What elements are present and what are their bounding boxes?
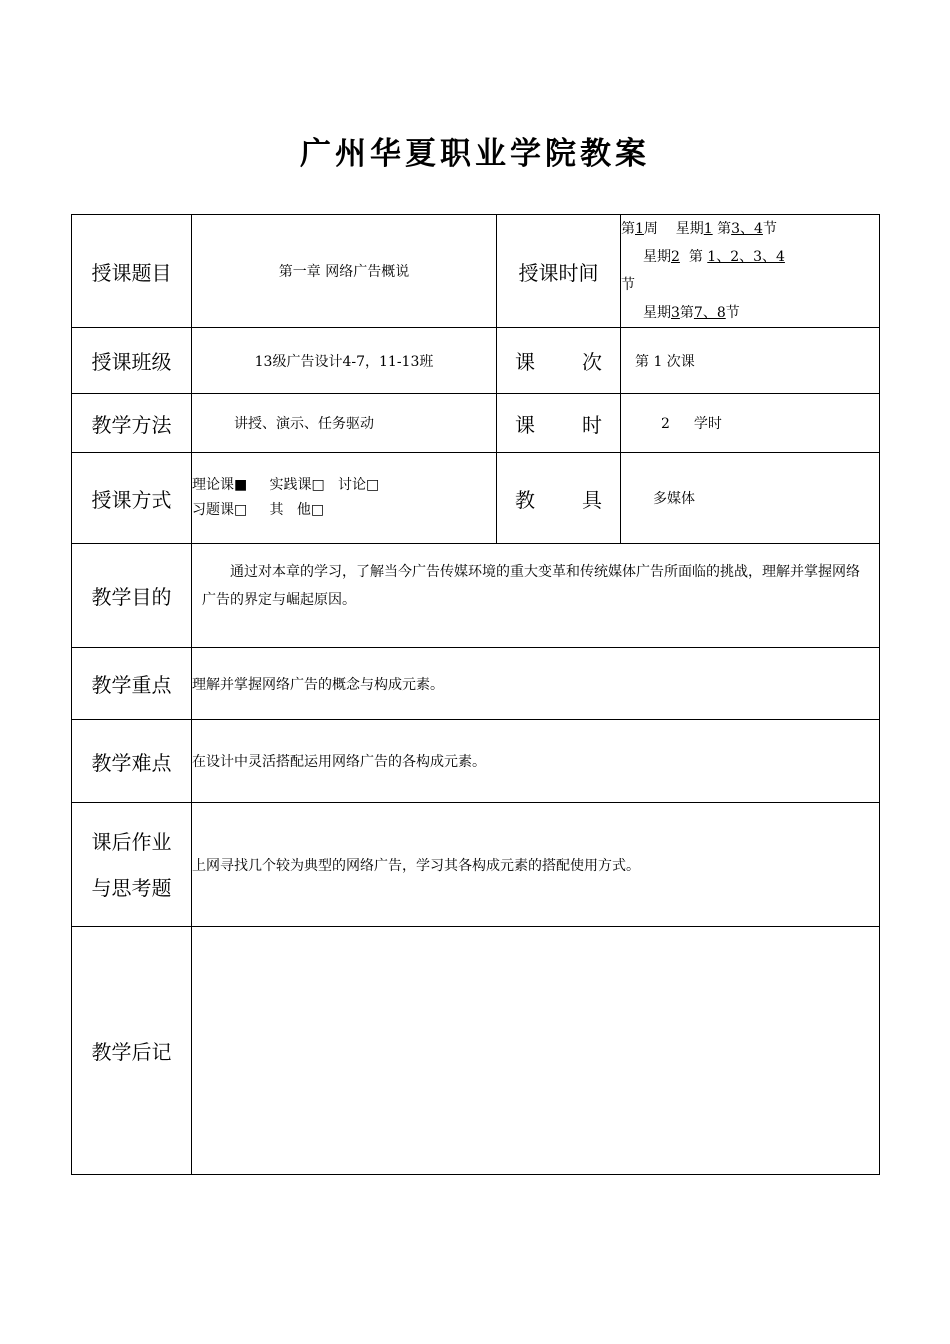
label-char: 课 <box>515 412 535 437</box>
schedule-line-2-wrap: 节 <box>621 277 635 293</box>
homework-label-line-1: 课后作业 <box>91 829 172 854</box>
text: 第 <box>679 305 694 321</box>
homework-value: 上网寻找几个较为典型的网络广告，学习其各构成元素的搭配使用方式。 <box>192 803 880 927</box>
method-label: 教学方法 <box>72 394 192 453</box>
homework-label <box>72 803 192 927</box>
row-difficulties <box>72 720 880 803</box>
text: 节 <box>762 221 777 237</box>
topic-label: 授课题目 <box>72 215 192 328</box>
key-points-value: 理解并掌握网络广告的概念与构成元素。 <box>192 648 880 720</box>
text: 星期 <box>643 305 671 321</box>
row-objectives <box>72 544 880 648</box>
label-char: 具 <box>582 487 602 512</box>
row-homework <box>72 803 880 927</box>
schedule-line-2 <box>621 243 879 271</box>
tools-label <box>497 453 621 544</box>
objectives-value <box>192 544 880 648</box>
week-number: 1 <box>635 221 644 237</box>
row-mode <box>72 453 880 544</box>
tools-value: 多媒体 <box>621 453 880 544</box>
homework-label-line-2: 与思考题 <box>91 875 172 900</box>
hours-number: 2 <box>661 416 670 432</box>
reflection-label: 教学后记 <box>72 927 192 1175</box>
session-numbers: 1、2、3、4 <box>707 249 785 265</box>
day-number: 1 <box>703 221 713 237</box>
reflection-value <box>192 927 880 1175</box>
class-value: 13级广告设计4-7，11-13班 <box>192 328 497 394</box>
day-number: 3 <box>671 305 680 321</box>
session-numbers: 3、4 <box>731 221 763 237</box>
objectives-label: 教学目的 <box>72 544 192 648</box>
difficulties-label: 教学难点 <box>72 720 192 803</box>
hours-value <box>621 394 880 453</box>
key-points-label: 教学重点 <box>72 648 192 720</box>
text: 第 <box>621 221 635 237</box>
text: 节 <box>725 305 740 321</box>
label-char: 教 <box>515 487 535 512</box>
hours-label <box>497 394 621 453</box>
hours-unit: 学时 <box>693 416 722 432</box>
mode-options-row-2: 习题课□ 其 他□ <box>192 502 325 518</box>
day-number: 2 <box>671 249 680 265</box>
text: 星期 <box>643 249 671 265</box>
session-numbers: 7、8 <box>693 305 726 321</box>
text: 周 星期 <box>643 221 704 237</box>
schedule-line-3 <box>621 299 879 327</box>
label-char: 次 <box>582 350 602 374</box>
mode-options-row-1: 理论课■ 实践课□ 讨论□ <box>192 477 380 493</box>
objectives-text: 通过对本章的学习，了解当今广告传媒环境的重大变革和传统媒体广告所面临的挑战，理解并掌握网络广告的界定与崛起原因。 <box>202 564 860 608</box>
mode-label: 授课方式 <box>72 453 192 544</box>
method-value: 讲授、演示、任务驱动 <box>192 394 497 453</box>
schedule-value <box>621 215 880 328</box>
class-label: 授课班级 <box>72 328 192 394</box>
difficulties-value: 在设计中灵活搭配运用网络广告的各构成元素。 <box>192 720 880 803</box>
text: 第 <box>679 249 708 265</box>
schedule-line-1 <box>621 215 879 243</box>
schedule-label: 授课时间 <box>497 215 621 328</box>
text: 第 <box>712 221 732 237</box>
row-topic <box>72 215 880 328</box>
page-title: 广州华夏职业学院教案 <box>300 136 650 172</box>
row-class <box>72 328 880 394</box>
label-char: 时 <box>582 412 602 437</box>
row-key-points <box>72 648 880 720</box>
topic-value: 第一章 网络广告概说 <box>192 215 497 328</box>
row-method <box>72 394 880 453</box>
lesson-plan-table <box>71 214 880 1175</box>
lesson-number-label <box>497 328 621 394</box>
label-char: 课 <box>515 350 535 374</box>
lesson-number-value: 第 1 次课 <box>621 328 880 394</box>
row-reflection <box>72 927 880 1175</box>
mode-value <box>192 453 497 544</box>
